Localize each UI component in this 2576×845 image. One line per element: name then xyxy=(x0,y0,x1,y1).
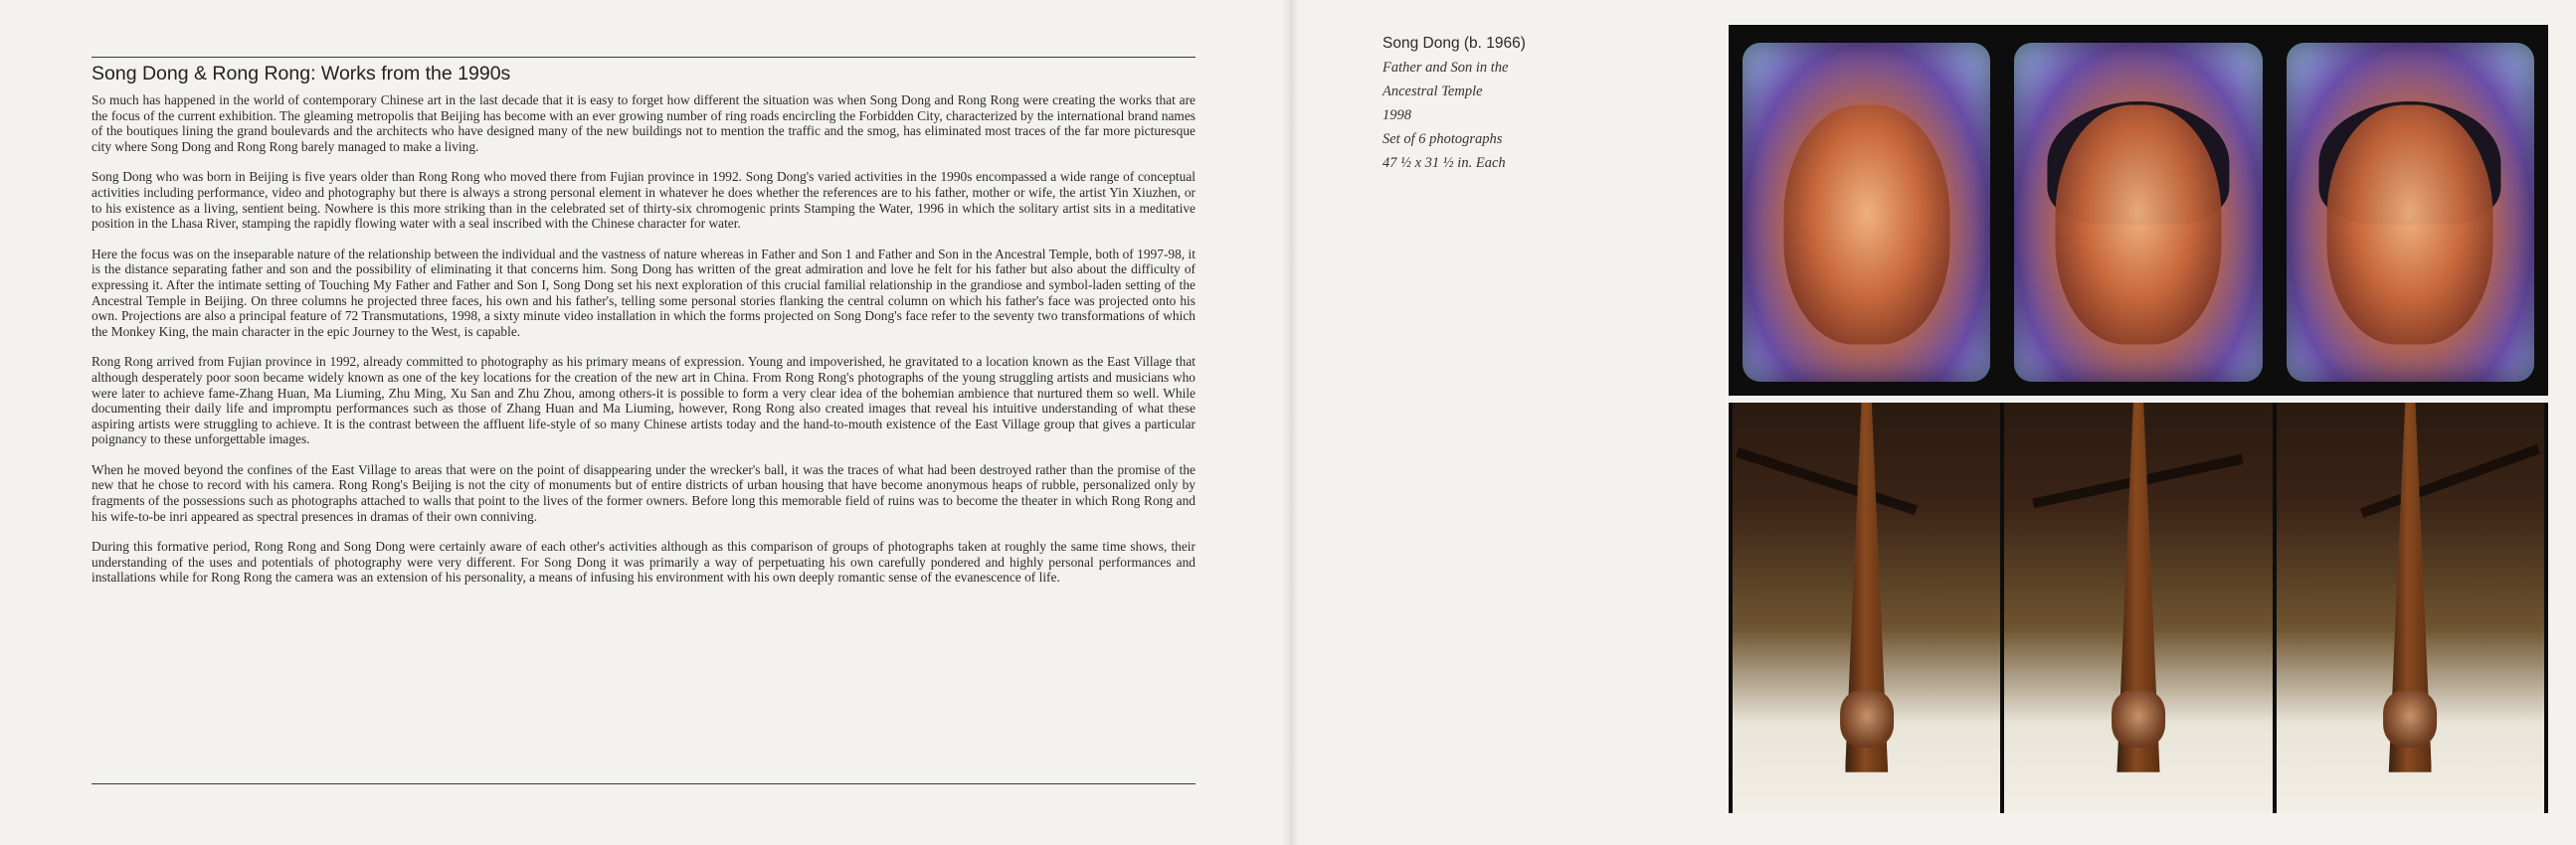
caption-year: 1998 xyxy=(1382,107,1411,123)
photo-temple-column-left xyxy=(1733,403,2000,813)
photo-temple-column-right xyxy=(2277,403,2544,813)
photo-temple-column-center xyxy=(2004,403,2272,813)
essay-paragraph-6: During this formative period, Rong Rong and Song Dong were certainly aware of each other's activities although as this comparison of groups of photographs taken at roughly the same time shows, their understanding of the uses and potentials of photography were very different. For Song Dong it was primarily a way of perpetuating his own carefully pondered and highly personal performances and installations while for Rong Rong the camera was an extension of his personality, a means of infusing his environment with his own deeply romantic sense of the evanescence of life. xyxy=(92,539,1196,586)
essay-title: Song Dong & Rong Rong: Works from the 1990s xyxy=(92,63,511,84)
bottom-rule xyxy=(92,783,1196,784)
photo-face-son xyxy=(2277,29,2544,392)
photo-face-father xyxy=(1733,29,2000,392)
essay-paragraph-2: Song Dong who was born in Beijing is five years older than Rong Rong who moved there from Fujian province in 1992. Song Dong's varied activities in the 1990s encompassed a wide range of conceptual activities including performance, video and photography but there is always a strong personal element in whatever he does whether the references are to his father, mother or wife, the artist Yin Xiuzhen, or to his existence as a living, sentient being. Nowhere is this more striking than in the celebrated set of thirty-six chromogenic prints Stamping the Water, 1996 in which the solitary artist sits in a meditative position in the Lhasa River, stamping the rapidly flowing water with a seal inscribed with the Chinese character for water. xyxy=(92,169,1196,232)
essay-paragraph-3: Here the focus was on the inseparable nature of the relationship between the individual and the vastness of nature whereas in Father and Son 1 and Father and Son in the Ancestral Temple, both of 1997-98, it is the distance separating father and son and the possibility of eliminating it that concerns him. Song Dong has written of the great admiration and love he felt for his father but also about the difficulty of expressing it. After the intimate setting of Touching My Father and Father and Son I, Song Dong set his next exploration of this crucial familial relationship in the grandiose and symbol-laden setting of the Ancestral Temple in Beijing. On three columns he projected three faces, his own and his father's, telling some personal stories flanking the central column on which his father's face was projected onto his own. Projections are also a principal feature of 72 Transmutations, 1998, a sixty minute video installation in which the forms projected on Song Dong's face refer to the seventy two transformations of which the Monkey King, the main character in the epic Journey to the West, is capable. xyxy=(92,246,1196,339)
caption-medium: Set of 6 photographs xyxy=(1382,131,1503,147)
essay-paragraph-1: So much has happened in the world of contemporary Chinese art in the last decade that it is easy to forget how different the situation was when Song Dong and Rong Rong were creating the works that are the focus of the current exhibition. The gleaming metropolis that Beijing has become with an ever growing number of ring roads encircling the Forbidden City, characterized by the international brand names of the boutiques lining the grand boulevards and the architects who have designed many of the new buildings not to mention the traffic and the smog, has eliminated most traces of the far more picturesque city where Song Dong and Rong Rong barely managed to make a living. xyxy=(92,92,1196,154)
essay-body xyxy=(92,92,1196,600)
artwork-caption xyxy=(1382,32,1611,175)
photo-strip-temple xyxy=(1729,403,2548,813)
page-gutter xyxy=(1281,0,1299,845)
caption-dimensions: 47 ½ x 31 ½ in. Each xyxy=(1382,155,1506,171)
photo-face-overlay xyxy=(2004,29,2272,392)
essay-paragraph-5: When he moved beyond the confines of the East Village to areas that were on the point of disappearing under the wrecker's ball, it was the traces of what had been destroyed rather than the promise of the new that he chose to record with his camera. Rong Rong's Beijing is not the city of monuments but of entire districts of urban housing that have become anonymous heaps of rubble, personalized only by fragments of the possessions such as photographs attached to walls that point to the lives of the former owners. Before long this memorable field of ruins was to become the theater in which Rong Rong and his wife-to-be inri appeared as spectral presences in dramas of their own conniving. xyxy=(92,461,1196,524)
photo-strip-faces xyxy=(1729,25,2548,396)
caption-title-line-1: Father and Son in the xyxy=(1382,60,1509,76)
top-rule xyxy=(92,57,1196,58)
caption-artist: Song Dong (b. 1966) xyxy=(1382,35,1526,52)
caption-title-line-2: Ancestral Temple xyxy=(1382,84,1483,99)
essay-paragraph-4: Rong Rong arrived from Fujian province in 1992, already committed to photography as his primary means of expression. Young and impoverished, he gravitated to a location known as the East Village that although desperately poor soon became widely known as one of the key locations for the creation of the new art in China. From Rong Rong's photographs of the young struggling artists and musicians who were later to achieve fame-Zhang Huan, Ma Liuming, Zhu Ming, Xu San and Zhu Zhou, among others-it is possible to form a very clear idea of the bohemian ambience that nurtured them so well. While documenting their daily life and impromptu performances such as those of Zhang Huan and Ma Liuming, however, Rong Rong also created images that reveal his intuitive understanding of what these aspiring artists were struggling to achieve. It is the contrast between the affluent life-style of so many Chinese artists today and the hand-to-mouth existence of the East Village group that gives a particular poignancy to these unforgettable images. xyxy=(92,354,1196,447)
